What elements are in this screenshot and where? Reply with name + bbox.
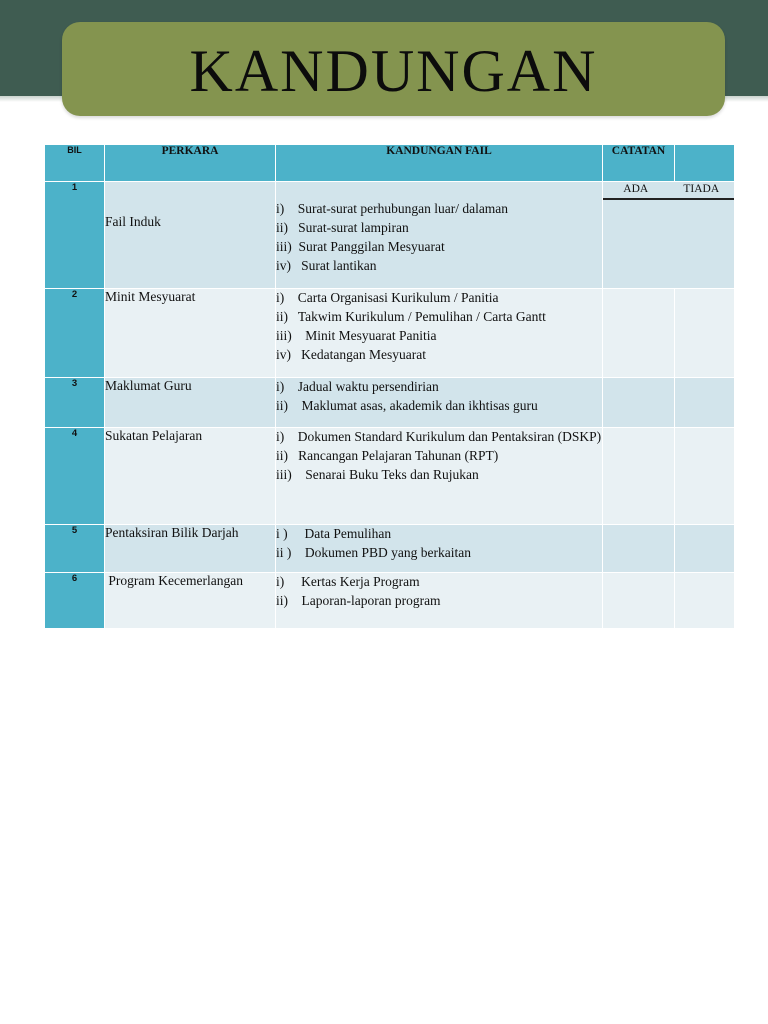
row-number: 3	[45, 378, 105, 428]
catatan-tiada-cell	[675, 428, 735, 525]
header-kandungan-fail: KANDUNGAN FAIL	[276, 145, 603, 182]
list-item: i) Surat-surat perhubungan luar/ dalaman	[276, 201, 509, 216]
header-row	[45, 145, 735, 182]
kandungan-cell	[276, 289, 603, 378]
list-item: i) Dokumen Standard Kurikulum dan Pentaksiran (DSKP)	[276, 429, 602, 444]
list-item: ii) Surat-surat lampiran	[276, 220, 409, 235]
perkara-cell: Program Kecemerlangan	[105, 573, 276, 629]
catatan-ada-cell	[603, 289, 675, 378]
perkara-cell: Fail Induk	[105, 182, 276, 289]
catatan-ada-cell	[603, 573, 675, 629]
item-list	[276, 525, 602, 561]
row-number: 5	[45, 525, 105, 573]
row-number: 4	[45, 428, 105, 525]
list-item: ii) Rancangan Pelajaran Tahunan (RPT)	[276, 448, 499, 463]
kandungan-cell	[276, 573, 603, 629]
catatan-tiada-cell	[675, 525, 735, 573]
perkara-cell: Maklumat Guru	[105, 378, 276, 428]
table-row	[45, 182, 735, 289]
list-item: ii ) Dokumen PBD yang berkaitan	[276, 545, 471, 560]
catatan-tiada-cell	[675, 378, 735, 428]
header-perkara: PERKARA	[105, 145, 276, 182]
list-item: iv) Kedatangan Mesyuarat	[276, 347, 426, 362]
header-bil: BIL	[45, 145, 105, 182]
catatan-tiada-cell	[675, 573, 735, 629]
page-title: KANDUNGAN	[189, 38, 598, 104]
catatan-cell	[603, 182, 735, 289]
list-item: i) Kertas Kerja Program	[276, 574, 420, 589]
list-item: iv) Surat lantikan	[276, 258, 377, 273]
catatan-subheader	[603, 182, 734, 200]
item-list	[276, 573, 602, 609]
catatan-ada-cell	[603, 525, 675, 573]
list-item: ii) Maklumat asas, akademik dan ikhtisas guru	[276, 398, 538, 413]
subheader-tiada: TIADA	[683, 183, 720, 195]
list-item: iii) Senarai Buku Teks dan Rujukan	[276, 467, 479, 482]
kandungan-cell	[276, 182, 603, 289]
kandungan-cell	[276, 525, 603, 573]
kandungan-cell	[276, 428, 603, 525]
perkara-cell: Pentaksiran Bilik Darjah	[105, 525, 276, 573]
contents-table	[44, 144, 735, 629]
item-list	[276, 428, 602, 483]
table-row	[45, 525, 735, 573]
kandungan-cell	[276, 378, 603, 428]
row-number: 2	[45, 289, 105, 378]
list-item: ii) Takwim Kurikulum / Pemulihan / Carta Gantt	[276, 309, 546, 324]
row-number: 6	[45, 573, 105, 629]
list-item: iii) Minit Mesyuarat Panitia	[276, 328, 437, 343]
item-list	[276, 200, 602, 274]
table-row	[45, 428, 735, 525]
list-item: i) Carta Organisasi Kurikulum / Panitia	[276, 290, 499, 305]
table-row	[45, 573, 735, 629]
list-item: iii) Surat Panggilan Mesyuarat	[276, 239, 445, 254]
table-row	[45, 289, 735, 378]
perkara-cell: Minit Mesyuarat	[105, 289, 276, 378]
list-item: ii) Laporan-laporan program	[276, 593, 441, 608]
list-item: i) Jadual waktu persendirian	[276, 379, 439, 394]
item-list	[276, 289, 602, 363]
header-catatan: CATATAN	[603, 145, 675, 182]
row-number: 1	[45, 182, 105, 289]
list-item: i ) Data Pemulihan	[276, 526, 392, 541]
catatan-ada-cell	[603, 378, 675, 428]
perkara-cell: Sukatan Pelajaran	[105, 428, 276, 525]
table-row	[45, 378, 735, 428]
catatan-tiada-cell	[675, 289, 735, 378]
subheader-ada: ADA	[623, 183, 649, 195]
header-blank	[675, 145, 735, 182]
item-list	[276, 378, 602, 414]
catatan-ada-cell	[603, 428, 675, 525]
title-banner	[62, 22, 725, 116]
